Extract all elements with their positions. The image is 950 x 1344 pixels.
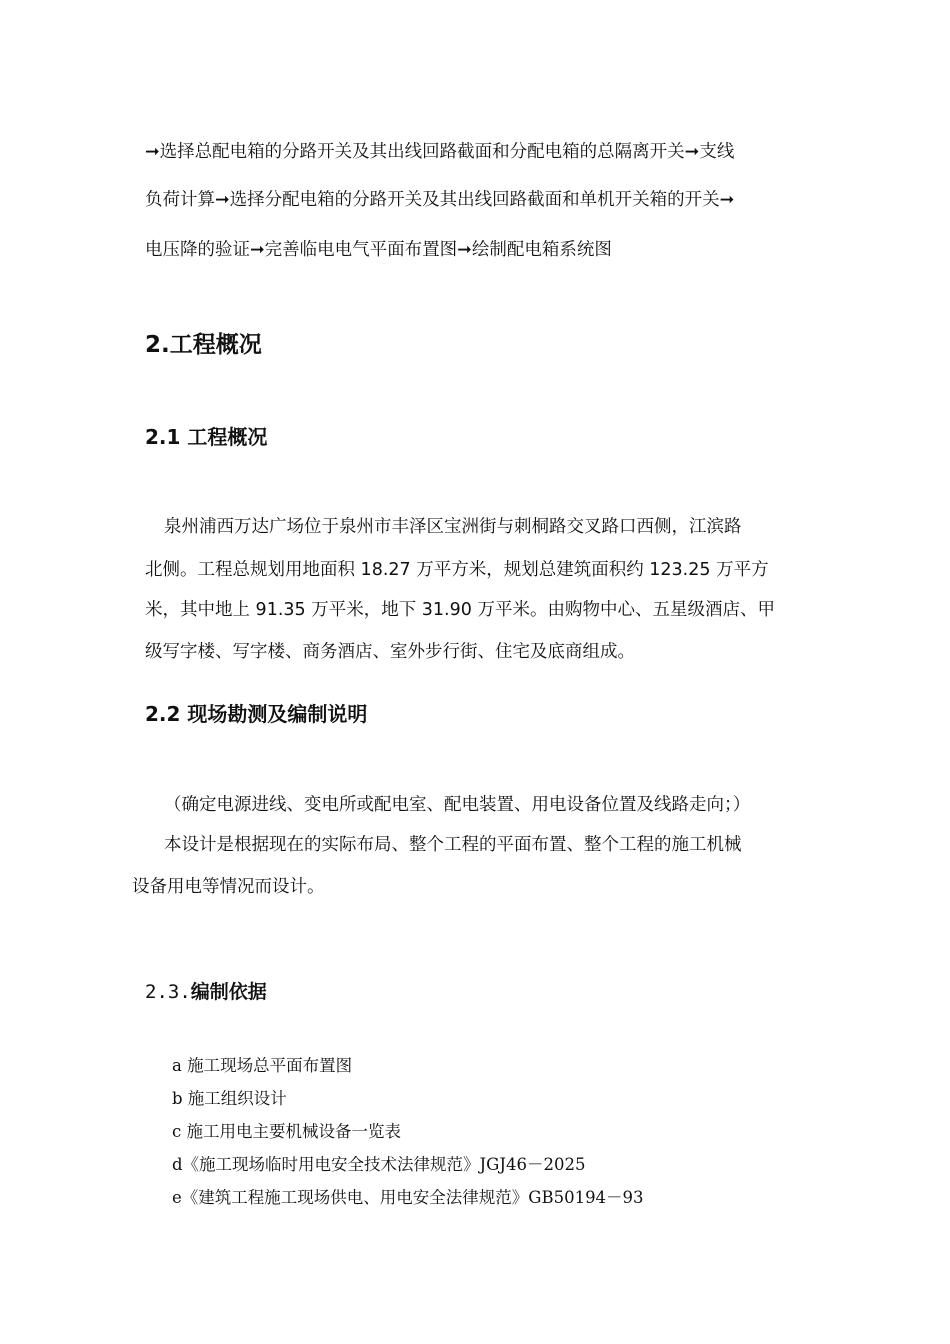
section-2-3-title: 编制依据 [190,981,267,1003]
flow-line-1: ➞选择总配电箱的分路开关及其出线回路截面和分配电箱的总隔离开关➞支线 [145,142,735,162]
list-item: e《建筑工程施工现场供电、用电安全法律规范》GB50194－93 [172,1188,644,1207]
section-2-2-heading: 2.2 现场勘测及编制说明 [145,702,368,726]
list-item: b 施工组织设计 [172,1089,287,1108]
paragraph-line: 北侧。工程总规划用地面积 18.27 万平方米，规划总建筑面积约 123.25 万平方 [145,560,769,580]
list-item: d《施工现场临时用电安全技术法律规范》JGJ46－2025 [172,1155,586,1174]
section-2-3-number: 2.3. [145,981,191,1003]
survey-note: （确定电源进线、变电所或配电室、配电装置、用电设备位置及线路走向；） [164,795,751,815]
list-item: a 施工现场总平面布置图 [172,1056,353,1075]
list-item: c 施工用电主要机械设备一览表 [172,1122,401,1141]
paragraph-line: 设备用电等情况而设计。 [132,877,325,897]
section-2-1-heading: 2.1 工程概况 [145,425,268,449]
section-2-3-heading [145,978,267,1006]
section-2-heading: 2.工程概况 [145,332,262,358]
flow-line-3: 电压降的验证➞完善临电电气平面布置图➞绘制配电箱系统图 [145,240,612,260]
paragraph-line: 级写字楼、写字楼、商务酒店、室外步行街、住宅及底商组成。 [145,642,635,662]
paragraph-line: 本设计是根据现在的实际布局、整个工程的平面布置、整个工程的施工机械 [164,835,742,855]
paragraph-line: 米，其中地上 91.35 万平米，地下 31.90 万平米。由购物中心、五星级酒店、甲 [145,600,775,620]
paragraph-line: 泉州浦西万达广场位于泉州市丰泽区宝洲街与刺桐路交叉路口西侧，江滨路 [164,517,742,537]
flow-line-2: 负荷计算➞选择分配电箱的分路开关及其出线回路截面和单机开关箱的开关➞ [145,190,735,210]
